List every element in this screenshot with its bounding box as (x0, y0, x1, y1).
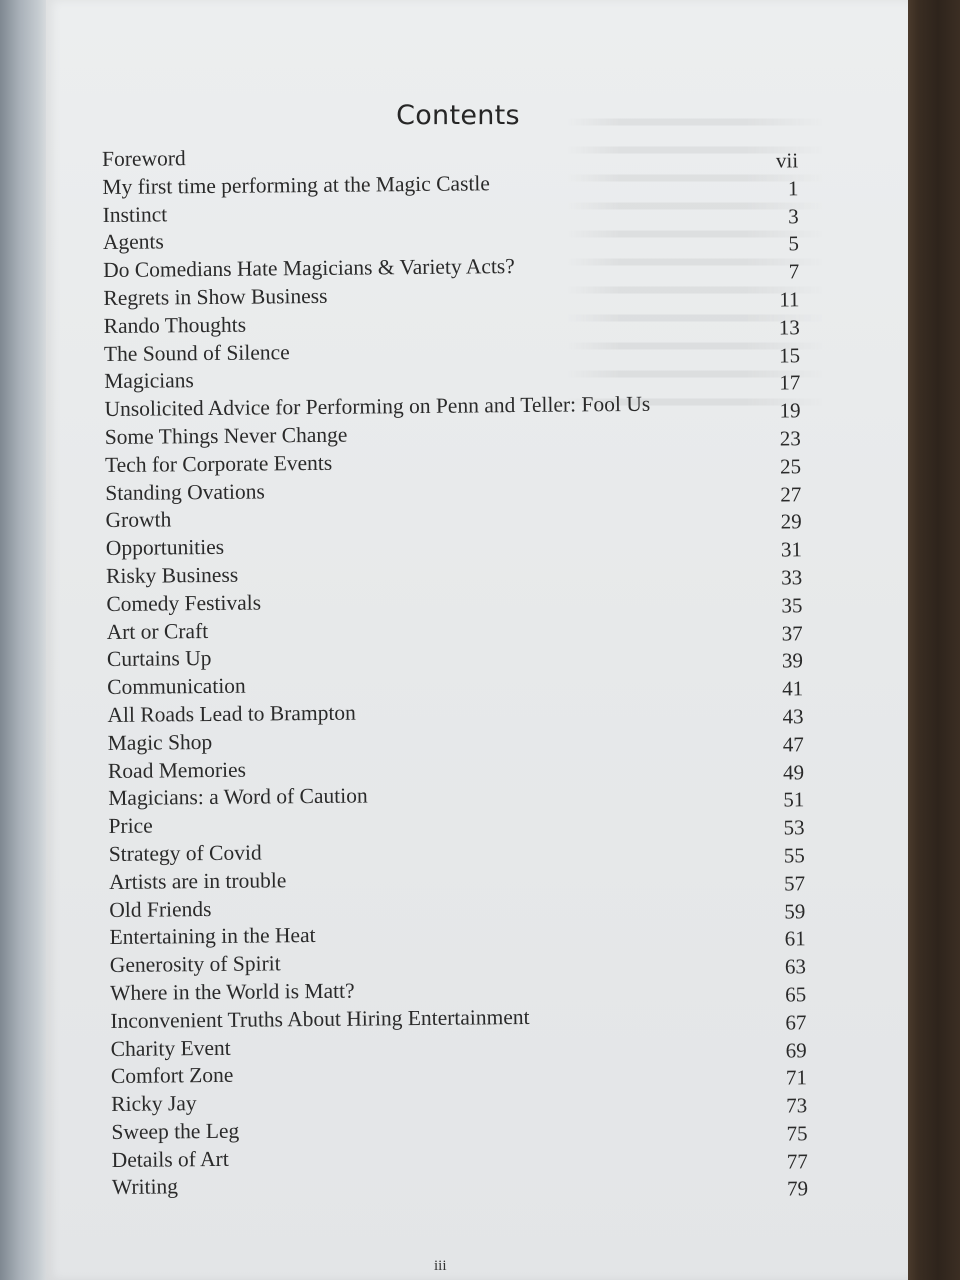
toc-entry-page: 1 (787, 176, 799, 201)
toc-entry-title: Magicians: a Word of Caution (108, 783, 368, 811)
toc-entry-title: Opportunities (105, 535, 225, 561)
toc-entry-page: 19 (779, 398, 801, 423)
toc-entry-title: Generosity of Spirit (109, 951, 281, 978)
toc-entry-page: 71 (785, 1065, 808, 1090)
toc-entry-title: Magic Shop (107, 729, 213, 755)
toc-entry-title: Regrets in Show Business (103, 283, 328, 310)
toc-entry-page: 37 (781, 620, 803, 646)
toc-entry-title: Artists are in trouble (108, 867, 287, 894)
book-page (46, 0, 908, 1280)
toc-entry-title: Rando Thoughts (103, 312, 247, 338)
toc-entry-title: Agents (102, 229, 164, 255)
toc-entry-page: 29 (780, 509, 802, 534)
toc-entry-page: 61 (784, 926, 806, 951)
toc-entry-page: 31 (780, 537, 803, 562)
toc-entry-title: Communication (107, 673, 246, 700)
toc-entry-title: Entertaining in the Heat (109, 923, 316, 950)
toc-entry-page: 73 (786, 1093, 808, 1118)
toc-entry-title: Sweep the Leg (111, 1118, 240, 1144)
toc-entry-page: vii (775, 148, 799, 173)
page-title: Contents (396, 100, 520, 131)
toc-entry-title: Growth (105, 507, 172, 533)
toc-entry-title: Tech for Corporate Events (104, 450, 333, 477)
toc-entry-title: Standing Ovations (105, 479, 265, 505)
table-surface (908, 0, 960, 1280)
toc-entry-page: 67 (785, 1009, 807, 1035)
toc-entry-page: 51 (783, 787, 805, 812)
book-spine-edge (0, 0, 46, 1280)
toc-entry-title: Ricky Jay (111, 1091, 197, 1117)
toc-entry-page: 39 (781, 648, 804, 673)
toc-entry-title: Curtains Up (106, 646, 212, 672)
toc-entry-page: 47 (782, 732, 804, 757)
toc-entry-title: Instinct (102, 201, 168, 227)
toc-entry-title: Details of Art (111, 1146, 229, 1172)
toc-entry-page: 5 (788, 231, 800, 256)
toc-entry-page: 55 (783, 843, 805, 868)
toc-entry-title: Old Friends (109, 896, 212, 922)
toc-entry-page: 7 (788, 259, 800, 284)
toc-entry-title: Do Comedians Hate Magicians & Variety Acts? (103, 254, 515, 283)
toc-entry-title: Comfort Zone (110, 1063, 234, 1089)
toc-entry-page: 33 (781, 565, 803, 590)
toc-entry-title: Magicians (104, 368, 194, 394)
toc-entry-title: The Sound of Silence (103, 339, 290, 366)
toc-entry-page: 3 (788, 203, 799, 229)
toc-entry-title: Art or Craft (106, 618, 209, 644)
toc-entry-page: 23 (779, 426, 801, 451)
toc-entry-title: My first time performing at the Magic Castle (102, 171, 490, 199)
toc-entry-title: Unsolicited Advice for Performing on Penn and Teller: Fool Us (104, 391, 651, 422)
toc-entry-page: 35 (781, 593, 803, 618)
toc-entry-page: 59 (784, 898, 806, 924)
toc-entry-page: 65 (785, 982, 807, 1007)
toc-entry-page: 69 (785, 1037, 807, 1062)
toc-entry-title: All Roads Lead to Brampton (107, 700, 356, 727)
toc-entry-title: Where in the World is Matt? (110, 978, 355, 1005)
toc-entry-page: 79 (786, 1176, 809, 1201)
toc-entry-page: 13 (778, 315, 800, 340)
page-number-folio: iii (434, 1258, 447, 1274)
toc-entry-page: 15 (778, 342, 801, 368)
toc-entry-title: Charity Event (110, 1035, 231, 1061)
toc-entry-title: Foreword (102, 146, 186, 171)
toc-entry-page: 43 (782, 704, 804, 729)
toc-entry-page: 27 (780, 481, 802, 507)
table-of-contents (102, 140, 812, 1203)
toc-entry-page: 53 (783, 815, 805, 840)
toc-entry-title: Some Things Never Change (104, 422, 348, 449)
toc-entry-page: 49 (782, 759, 805, 785)
toc-entry (112, 1169, 808, 1203)
toc-entry-page: 41 (782, 676, 804, 701)
toc-entry-title: Road Memories (107, 757, 247, 783)
toc-entry-title: Inconvenient Truths About Hiring Entertainment (110, 1004, 530, 1033)
toc-entry-page: 25 (779, 454, 802, 479)
toc-entry-page: 63 (784, 954, 807, 979)
toc-entry-page: 57 (783, 871, 806, 896)
toc-entry-title: Comedy Festivals (106, 590, 262, 616)
toc-entry-title: Writing (111, 1174, 179, 1200)
toc-entry-title: Risky Business (106, 562, 239, 588)
toc-entry-title: Strategy of Covid (108, 840, 262, 866)
toc-entry-page: 17 (779, 370, 801, 395)
toc-entry-title: Price (108, 813, 153, 839)
toc-entry-page: 75 (786, 1121, 808, 1146)
toc-entry-page: 77 (786, 1148, 808, 1174)
toc-entry-page: 11 (779, 287, 800, 312)
